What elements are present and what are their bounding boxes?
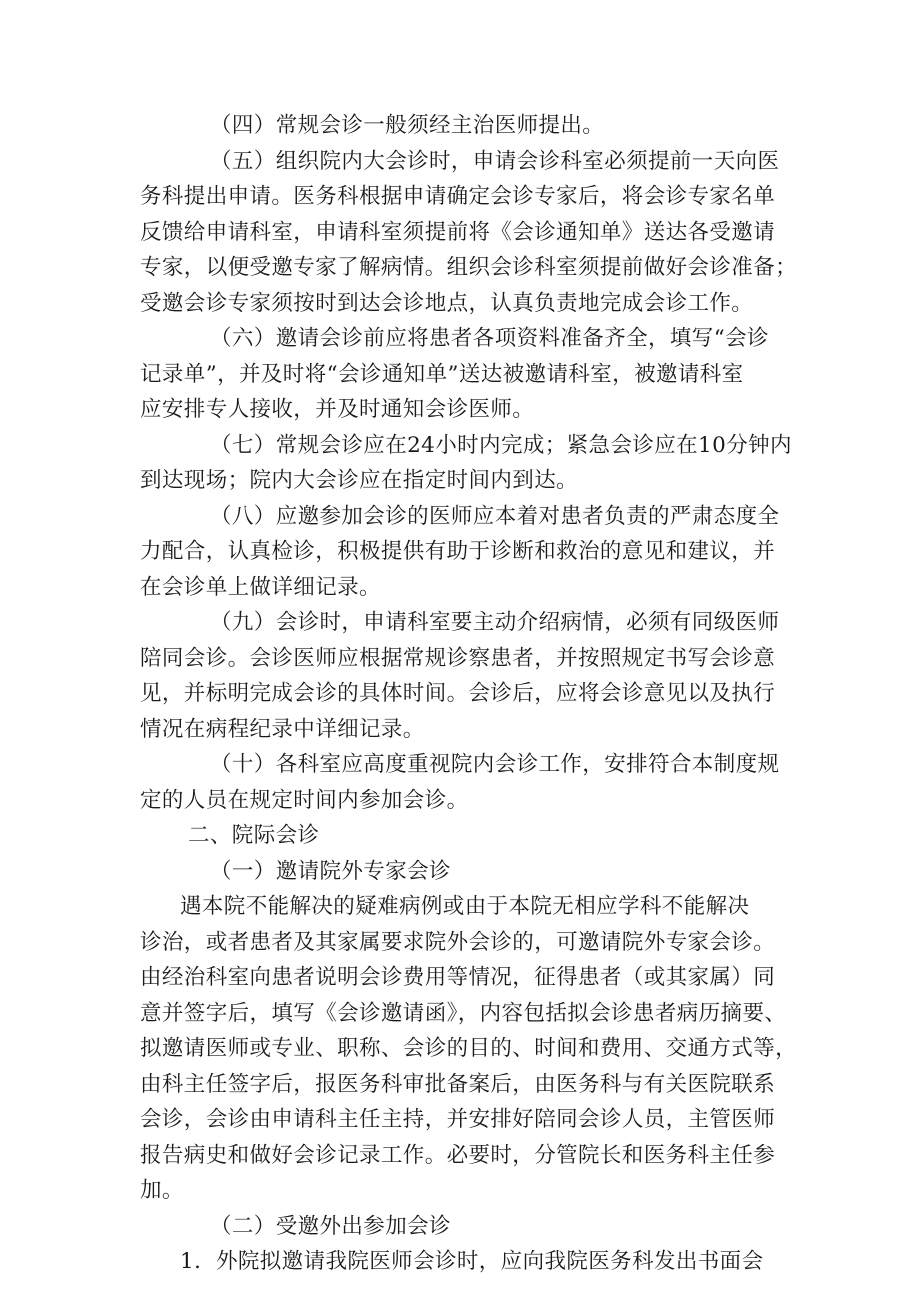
text-line: 在会诊单上做详细记录。 <box>140 574 381 600</box>
text-line: 见，并标明完成会诊的具体时间。会诊后，应将会诊意见以及执行 <box>140 681 776 706</box>
text-line: 到达现场；院内大会诊应在指定时间内到达。 <box>140 468 579 493</box>
heading-text: 二、院际会诊 <box>188 823 320 848</box>
text-line: 1．外院拟邀请我院医师会诊时，应向我院医务科发出书面会 <box>180 1249 764 1274</box>
text-line: 应安排专人接收，并及时通知会诊医师。 <box>140 397 535 422</box>
para-5 <box>140 144 804 322</box>
text-line: 诊治，或者患者及其家属要求院外会诊的，可邀请院外专家会诊。 <box>140 929 776 955</box>
text-line: 受邀会诊专家须按时到达会诊地点，认真负责地完成会诊工作。 <box>140 290 754 316</box>
para-external-experts <box>140 889 804 1209</box>
para-8 <box>140 499 804 606</box>
text-line: 定的人员在规定时间内参加会诊。 <box>140 787 469 813</box>
text-line: 意并签字后，填写《会诊邀请函》，内容包括拟会诊患者病历摘要、 <box>140 1000 787 1026</box>
heading-text: （二）受邀外出参加会诊 <box>210 1213 451 1239</box>
text-line: 由科主任签字后，报医务科审批备案后，由医务科与有关医院联系 <box>140 1071 776 1097</box>
text-line: 拟邀请医师或专业、职称、会诊的目的、时间和费用、交通方式等， <box>140 1036 798 1061</box>
text-line: （五）组织院内大会诊时，申请会诊科室必须提前一天向医 <box>210 148 780 174</box>
text-line: 加。 <box>140 1178 184 1203</box>
text-line: （七）常规会诊应在24小时内完成；紧急会诊应在10分钟内 <box>210 432 792 458</box>
para-10 <box>140 747 804 818</box>
subheading-invited-outside <box>140 1209 804 1245</box>
para-outside-1 <box>140 1244 804 1280</box>
para-7 <box>140 428 804 499</box>
subheading-invite-external <box>140 854 804 890</box>
text-line: 陪同会诊。会诊医师应根据常规诊察患者，并按照规定书写会诊意 <box>140 645 776 671</box>
text-line: 反馈给申请科室，申请科室须提前将《会诊通知单》送达各受邀请 <box>140 219 776 245</box>
text-line: （八）应邀参加会诊的医师应本着对患者负责的严肃态度全 <box>210 503 780 529</box>
text-line: 由经治科室向患者说明会诊费用等情况，征得患者（或其家属）同 <box>140 965 776 990</box>
para-6 <box>140 321 804 428</box>
para-9 <box>140 605 804 747</box>
text-line: 情况在病程纪录中详细记录。 <box>140 716 425 742</box>
text-line: 务科提出申请。医务科根据申请确定会诊专家后，将会诊专家名单 <box>140 184 776 209</box>
text-line: （九）会诊时，申请科室要主动介绍病情，必须有同级医师 <box>210 610 780 635</box>
text-line: 报告病史和做好会诊记录工作。必要时，分管院长和医务科主任参 <box>140 1142 776 1168</box>
heading-text: （一）邀请院外专家会诊 <box>210 858 451 884</box>
para-4 <box>140 108 804 144</box>
text-line: 记录单”，并及时将“会诊通知单”送达被邀请科室，被邀请科室 <box>140 361 744 387</box>
text-line: （十）各科室应高度重视院内会诊工作，安排符合本制度规 <box>210 752 780 777</box>
text-line: 力配合，认真检诊，积极提供有助于诊断和救治的意见和建议，并 <box>140 539 776 564</box>
text-line: 会诊，会诊由申请科主任主持，并安排好陪同会诊人员，主管医师 <box>140 1107 776 1132</box>
section-heading-inter-hospital <box>140 818 804 854</box>
text-line: 专家，以便受邀专家了解病情。组织会诊科室须提前做好会诊准备； <box>140 255 798 280</box>
document-page <box>140 108 804 1280</box>
text-line: 遇本院不能解决的疑难病例或由于本院无相应学科不能解决 <box>180 894 750 919</box>
text-line: （六）邀请会诊前应将患者各项资料准备齐全，填写“会诊 <box>210 326 769 351</box>
text-line: （四）常规会诊一般须经主治医师提出。 <box>210 113 605 138</box>
